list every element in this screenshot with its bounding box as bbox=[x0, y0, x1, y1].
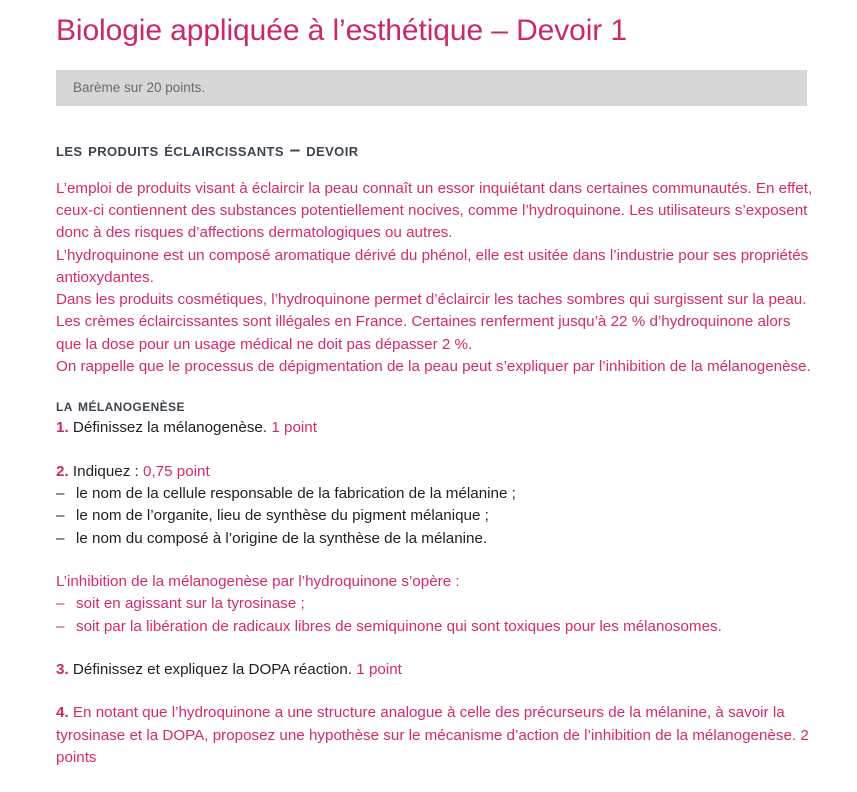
list-item: – le nom du composé à l’origine de la synthèse de la mélanine. bbox=[56, 528, 816, 550]
list-item: – soit par la libération de radicaux libres de semiquinone qui sont toxiques pour les mélanosomes. bbox=[56, 616, 816, 638]
page-title: Biologie appliquée à l’esthétique – Devoir 1 bbox=[56, 14, 627, 47]
inhibition-list bbox=[56, 593, 816, 638]
intro-paragraph: L’emploi de produits visant à éclaircir la peau connaît un essor inquiétant dans certaines communautés. En effet, ceux-ci contiennent des substances potentiellement nocives, comme l’hydroquinone. Les utilisateurs s’exposent donc à des risques d’affections dermatologiques ou autres. bbox=[56, 179, 813, 242]
question-2-number: 2. bbox=[56, 462, 69, 480]
spacer bbox=[56, 550, 816, 571]
intro-paragraph: On rappelle que le processus de dépigmentation de la peau peut s’expliquer par l’inhibition de la mélanogenèse. bbox=[56, 357, 811, 375]
question-4 bbox=[56, 702, 816, 769]
question-4-number: 4. bbox=[56, 704, 69, 722]
question-4-points: 2 points bbox=[56, 726, 809, 767]
question-3-number: 3. bbox=[56, 661, 69, 679]
inhibition-intro: L’inhibition de la mélanogenèse par l’hydroquinone s’opère : bbox=[56, 573, 460, 591]
intro-paragraph: L’hydroquinone est un composé aromatique dérivé du phénol, elle est usitée dans l’industrie pour ses propriétés antioxydantes. bbox=[56, 246, 809, 286]
question-2-text: Indiquez : bbox=[72, 462, 139, 480]
spacer bbox=[56, 440, 816, 461]
list-item: – soit en agissant sur la tyrosinase ; bbox=[56, 593, 816, 615]
question-2-points: 0,75 point bbox=[143, 462, 210, 480]
section-heading-melanogenese: la mélanogenèse bbox=[56, 395, 185, 416]
question-1-number: 1. bbox=[56, 419, 69, 437]
grade-banner bbox=[56, 70, 807, 106]
question-3-text: Définissez et expliquez la DOPA réaction. bbox=[72, 661, 353, 679]
spacer bbox=[56, 638, 816, 659]
grade-banner-text: Barème sur 20 points. bbox=[73, 80, 206, 96]
question-2 bbox=[56, 461, 816, 483]
spacer bbox=[56, 681, 816, 702]
intro-paragraph: Les crèmes éclaircissantes sont illégales en France. Certaines renferment jusqu’à 22 % d’hydroquinone alors que la dose pour un usage médical ne doit pas dépasser 2 %. bbox=[56, 313, 791, 353]
document-content bbox=[56, 140, 816, 769]
list-item: – le nom de l’organite, lieu de synthèse du pigment mélanique ; bbox=[56, 505, 816, 527]
question-1-points: 1 point bbox=[271, 419, 317, 437]
intro-paragraph: Dans les produits cosmétiques, l’hydroquinone permet d’éclaircir les taches sombres qui surgissent sur la peau. bbox=[56, 291, 807, 309]
question-3 bbox=[56, 659, 816, 681]
intro-paragraphs bbox=[56, 178, 816, 378]
section-heading-products: les produits éclaircissants – devoir bbox=[56, 140, 359, 161]
question-4-text: En notant que l’hydroquinone a une structure analogue à celle des précurseurs de la mélanine, à savoir la tyrosinase et la DOPA, proposez une hypothèse sur le mécanisme d’action de l’inhibition de la mélanogenèse. bbox=[56, 704, 797, 744]
list-item: – le nom de la cellule responsable de la fabrication de la mélanine ; bbox=[56, 483, 816, 505]
question-1-text: Définissez la mélanogenèse. bbox=[72, 419, 268, 437]
question-3-points: 1 point bbox=[356, 661, 402, 679]
question-2-list bbox=[56, 483, 816, 550]
question-1 bbox=[56, 417, 816, 439]
